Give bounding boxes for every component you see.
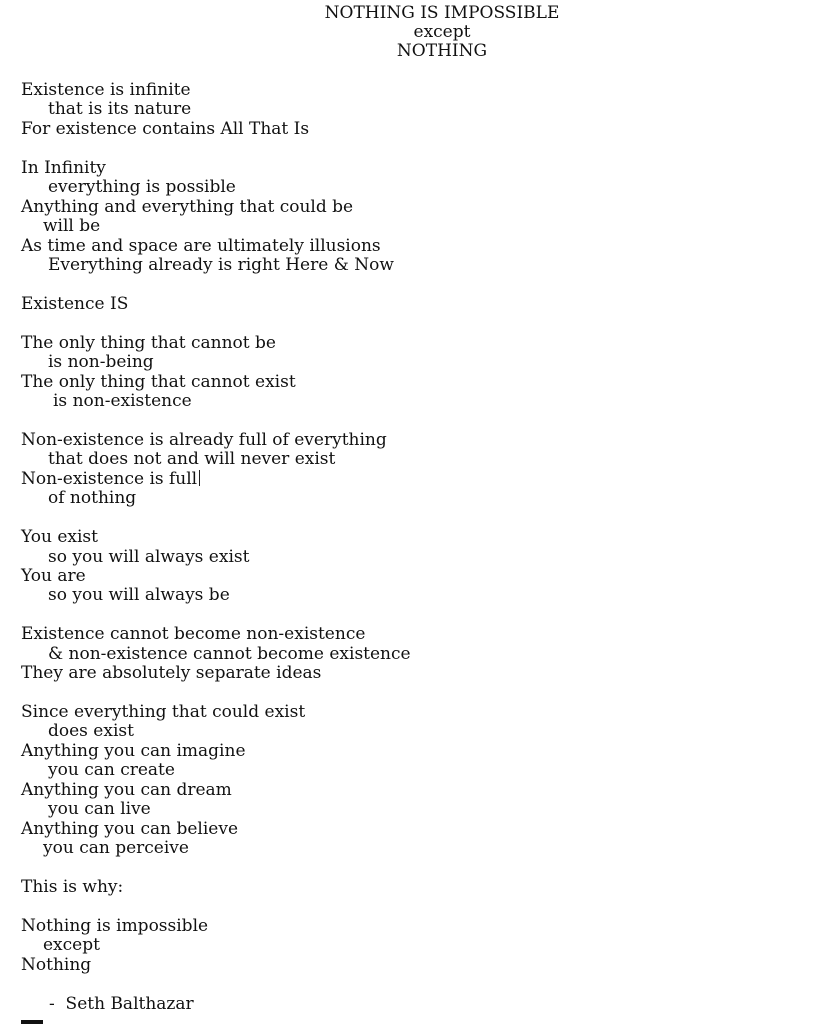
poem-line: Existence IS — [21, 293, 129, 314]
poem-line: is non-being — [48, 352, 154, 373]
blank-line — [21, 859, 821, 878]
signature: - Seth Balthazar — [49, 993, 194, 1014]
poem-line: Existence cannot become non-existence — [21, 624, 366, 645]
poem-line: you can perceive — [43, 838, 189, 859]
title-line-2: except — [413, 22, 471, 42]
poem-body[interactable] — [21, 81, 821, 1014]
blank-line — [21, 275, 821, 294]
poem-line: will be — [43, 216, 101, 237]
poem-line: so you will always be — [48, 585, 230, 606]
blank-line — [21, 606, 821, 625]
blank-line — [21, 684, 821, 703]
title-line-3: NOTHING — [396, 41, 488, 61]
blank-line — [21, 139, 821, 158]
poem-line: Nothing — [21, 954, 92, 975]
poem-line: They are absolutely separate ideas — [21, 663, 322, 684]
poem-line: so you will always exist — [48, 546, 250, 567]
poem-line: This is why: — [21, 876, 124, 897]
poem-line: Everything already is right Here & Now — [48, 254, 394, 275]
poem-line: Anything and everything that could be — [21, 196, 354, 217]
poem-line: Nothing is impossible — [21, 915, 209, 936]
poem-line: & non-existence cannot become existence — [48, 643, 411, 664]
poem-line: Since everything that could exist — [21, 702, 306, 722]
blank-line — [21, 975, 821, 994]
poem-line: you can live — [48, 799, 151, 820]
underline-mark — [21, 1020, 43, 1024]
blank-line — [21, 411, 821, 430]
poem-line: The only thing that cannot exist — [21, 371, 296, 392]
poem-line: Anything you can imagine — [21, 740, 246, 761]
title-line-1: NOTHING IS IMPOSSIBLE — [324, 3, 560, 23]
poem-line: Non-existence is already full of everything — [21, 429, 387, 450]
blank-line — [21, 509, 821, 528]
poem-line: that does not and will never exist — [48, 449, 336, 470]
poem-line: except — [43, 935, 100, 956]
text-cursor-icon — [199, 470, 200, 486]
poem-line: of nothing — [48, 488, 137, 509]
poem-line: You exist — [21, 527, 98, 548]
blank-line — [21, 314, 821, 333]
poem-line: The only thing that cannot be — [21, 332, 276, 353]
poem-line: everything is possible — [48, 177, 236, 198]
poem-line: you can create — [48, 760, 175, 781]
poem-line: You are — [21, 565, 86, 586]
poem-line-text: Non-existence is full — [21, 468, 198, 489]
poem-line: Existence is infinite — [21, 80, 191, 100]
poem-line: For existence contains All That Is — [21, 118, 310, 139]
poem-line: is non-existence — [53, 391, 192, 411]
poem-line: does exist — [48, 721, 134, 742]
poem-line: Anything you can believe — [21, 818, 239, 839]
poem-title — [0, 4, 829, 61]
poem-line: As time and space are ultimately illusions — [21, 235, 381, 256]
poem-line: that is its nature — [48, 99, 192, 120]
poem-line-with-cursor — [21, 470, 821, 489]
poem-line: Anything you can dream — [21, 779, 232, 800]
poem-line: In Infinity — [21, 157, 106, 178]
blank-line — [21, 897, 821, 916]
